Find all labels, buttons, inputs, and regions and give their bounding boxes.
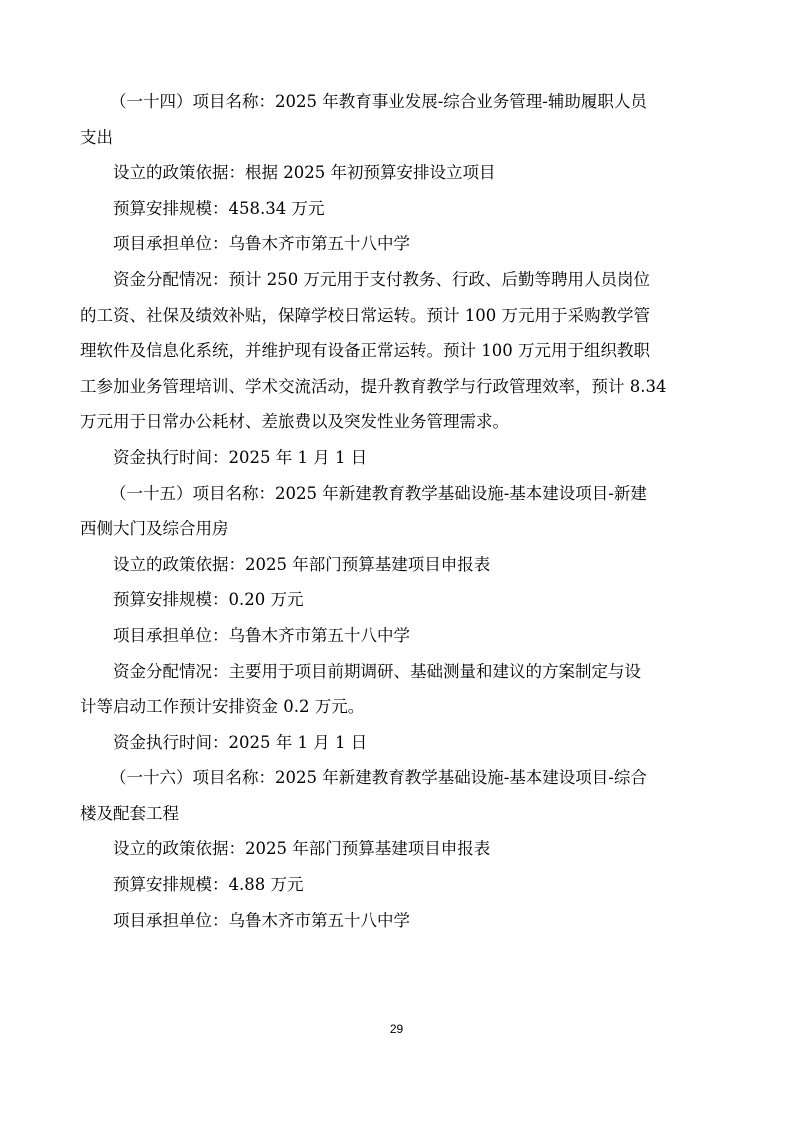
section-16-basis: 设立的政策依据：2025 年部门预算基建项目申报表	[113, 839, 491, 859]
section-14-title-line2: 支出	[80, 127, 113, 147]
page-content	[80, 84, 703, 938]
section-16	[80, 760, 703, 938]
section-14-allocation	[80, 262, 703, 440]
section-14-scale: 预算安排规模：458.34 万元	[113, 198, 325, 218]
section-15	[80, 476, 703, 761]
section-15-time: 资金执行时间：2025 年 1 月 1 日	[113, 732, 368, 752]
section-15-allocation-line: 计等启动工作预计安排资金 0.2 万元。	[80, 697, 365, 717]
section-15-title-line1: （一十五）项目名称：2025 年新建教育教学基础设施-基本建设项目-新建	[110, 483, 647, 503]
section-15-basis: 设立的政策依据：2025 年部门预算基建项目申报表	[113, 554, 491, 574]
section-15-allocation	[80, 654, 703, 725]
section-14-basis: 设立的政策依据：根据 2025 年初预算安排设立项目	[113, 163, 496, 183]
section-15-unit: 项目承担单位：乌鲁木齐市第五十八中学	[113, 625, 410, 645]
page-number: 29	[389, 1022, 404, 1036]
section-14-allocation-line: 工参加业务管理培训、学术交流活动，提升教育教学与行政管理效率，预计 8.34	[80, 376, 667, 396]
section-14	[80, 84, 703, 476]
section-14-allocation-line: 万元用于日常办公耗材、差旅费以及突发性业务管理需求。	[80, 412, 509, 432]
section-14-title-line1: （一十四）项目名称：2025 年教育事业发展-综合业务管理-辅助履职人员	[110, 92, 647, 111]
section-16-title-line1: （一十六）项目名称：2025 年新建教育教学基础设施-基本建设项目-综合	[110, 768, 647, 788]
section-14-allocation-line: 理软件及信息化系统，并维护现有设备正常运转。预计 100 万元用于组织教职	[80, 341, 650, 361]
section-14-allocation-line: 的工资、社保及绩效补贴，保障学校日常运转。预计 100 万元用于采购教学管	[80, 305, 650, 325]
section-14-allocation-line: 资金分配情况：预计 250 万元用于支付教务、行政、后勤等聘用人员岗位	[113, 269, 650, 289]
section-16-title	[80, 760, 703, 831]
section-15-title	[80, 476, 703, 547]
section-15-scale: 预算安排规模：0.20 万元	[113, 590, 304, 610]
section-15-allocation-line: 资金分配情况：主要用于项目前期调研、基础测量和建议的方案制定与设	[113, 661, 641, 681]
section-14-time: 资金执行时间：2025 年 1 月 1 日	[113, 447, 368, 467]
section-14-title	[80, 84, 703, 155]
section-16-scale: 预算安排规模：4.88 万元	[113, 875, 304, 895]
section-16-unit: 项目承担单位：乌鲁木齐市第五十八中学	[113, 910, 410, 930]
section-15-title-line2: 西侧大门及综合用房	[80, 519, 229, 539]
section-16-title-line2: 楼及配套工程	[80, 803, 179, 823]
section-14-unit: 项目承担单位：乌鲁木齐市第五十八中学	[113, 234, 410, 254]
